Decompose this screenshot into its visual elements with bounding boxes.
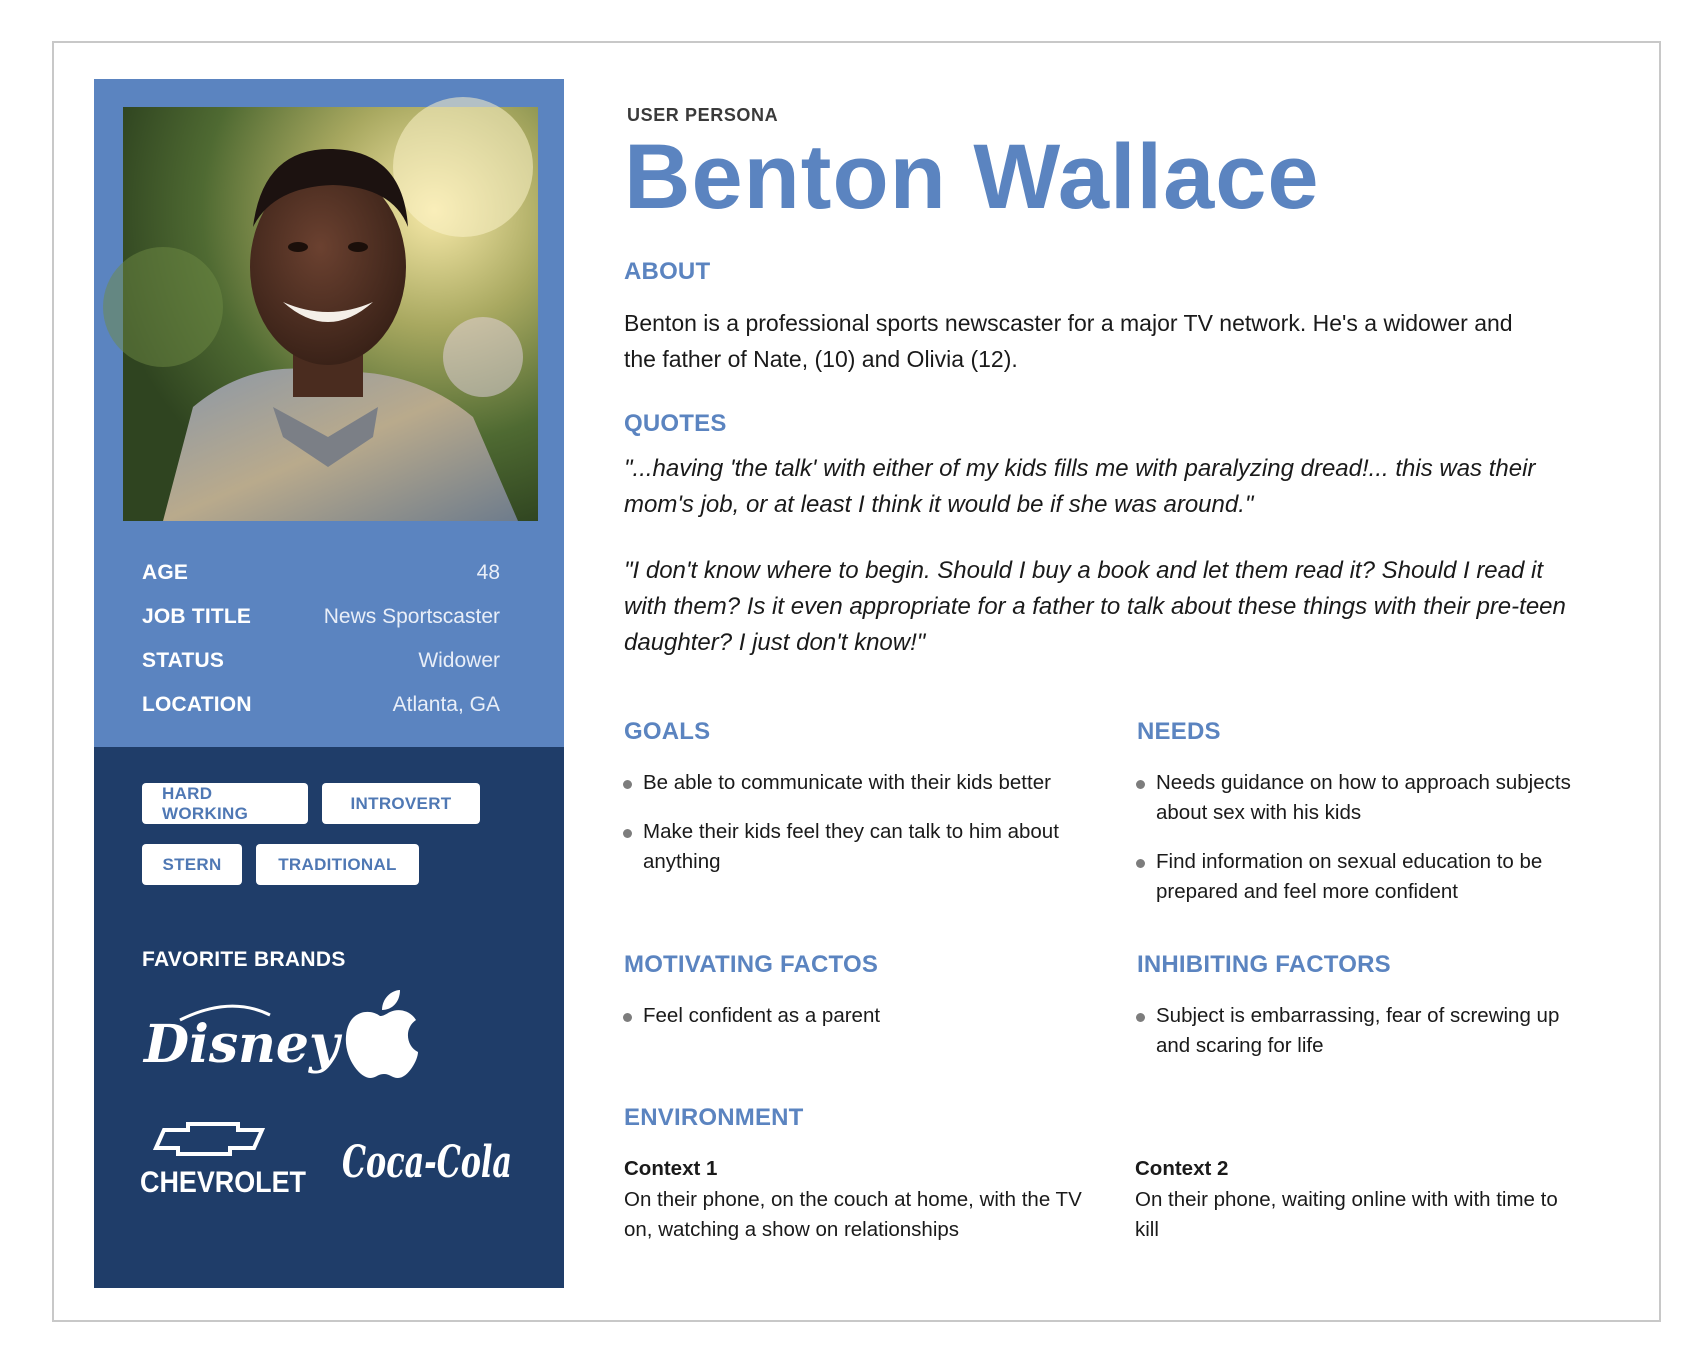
quotes-title: QUOTES	[624, 410, 727, 437]
info-row-status	[142, 649, 500, 693]
context-1-text: On their phone, on the couch at home, with the TV on, watching a show on relationships	[624, 1188, 1082, 1241]
motivating-factors-list	[622, 1001, 1062, 1050]
context-1-title: Context 1	[624, 1157, 718, 1180]
info-label: JOB TITLE	[142, 605, 252, 628]
svg-text:Coca-Cola: Coca-Cola	[342, 1137, 512, 1188]
info-row-location	[142, 693, 500, 737]
info-value: News Sportscaster	[323, 605, 500, 628]
goals-list	[622, 768, 1062, 896]
context-2-text: On their phone, waiting online with with time to kill	[1135, 1188, 1558, 1241]
svg-text:Disney: Disney	[144, 1014, 340, 1075]
disney-logo	[140, 1000, 340, 1080]
list-item: Find information on sexual education to be prepared and feel more confident	[1135, 847, 1575, 907]
tag-badge: INTROVERT	[322, 783, 480, 824]
list-item: Be able to communicate with their kids better	[622, 768, 1062, 798]
favorite-brands-title: FAVORITE BRANDS	[142, 948, 346, 971]
info-label: STATUS	[142, 649, 225, 672]
info-row-job-title	[142, 605, 500, 649]
apple-logo	[340, 988, 420, 1080]
info-label: LOCATION	[142, 693, 252, 716]
about-title: ABOUT	[624, 258, 711, 285]
motivating-factors-title: MOTIVATING FACTOS	[624, 951, 879, 978]
tag-badge: STERN	[142, 844, 242, 885]
personality-tags	[142, 783, 522, 905]
list-item: Subject is embarrassing, fear of screwing up and scaring for life	[1135, 1001, 1575, 1061]
list-item: Needs guidance on how to approach subjects about sex with his kids	[1135, 768, 1575, 828]
persona-name: Benton Wallace	[624, 126, 1320, 228]
info-value: 48	[476, 561, 500, 584]
tag-badge: TRADITIONAL	[256, 844, 419, 885]
coca-cola-logo	[340, 1125, 515, 1195]
persona-photo	[123, 107, 538, 521]
chevrolet-logo	[138, 1120, 308, 1200]
needs-title: NEEDS	[1137, 718, 1221, 745]
tag-row	[142, 844, 522, 885]
tag-badge: HARD WORKING	[142, 783, 308, 824]
profile-info-list	[142, 561, 500, 737]
quote-1: "...having 'the talk' with either of my kids fills me with paralyzing dread!... this was their mom's job, or at least I think it would be if she was around."	[624, 455, 1536, 518]
info-row-age	[142, 561, 500, 605]
info-value: Widower	[418, 649, 500, 672]
context-2-title: Context 2	[1135, 1157, 1229, 1180]
environment-title: ENVIRONMENT	[624, 1104, 804, 1131]
profile-top-panel	[94, 79, 564, 747]
persona-kicker: USER PERSONA	[627, 105, 779, 125]
inhibiting-factors-title: INHIBITING FACTORS	[1137, 951, 1391, 978]
tag-row	[142, 783, 522, 824]
info-label: AGE	[142, 561, 189, 584]
info-value: Atlanta, GA	[392, 693, 500, 716]
list-item: Make their kids feel they can talk to him about anything	[622, 817, 1062, 877]
inhibiting-factors-list	[1135, 1001, 1575, 1080]
list-item: Feel confident as a parent	[622, 1001, 1062, 1031]
needs-list	[1135, 768, 1575, 926]
about-text: Benton is a professional sports newscaster for a major TV network. He's a widower and the father of Nate, (10) and Olivia (12).	[624, 310, 1513, 372]
goals-title: GOALS	[624, 718, 711, 745]
svg-text:CHEVROLET: CHEVROLET	[140, 1166, 306, 1199]
profile-sidebar	[94, 79, 564, 1288]
quote-2: "I don't know where to begin. Should I buy a book and let them read it? Should I read it with them? Is it even appropriate for a father to talk about these things with their pre-teen daughter? I just don't know!"	[624, 557, 1566, 656]
